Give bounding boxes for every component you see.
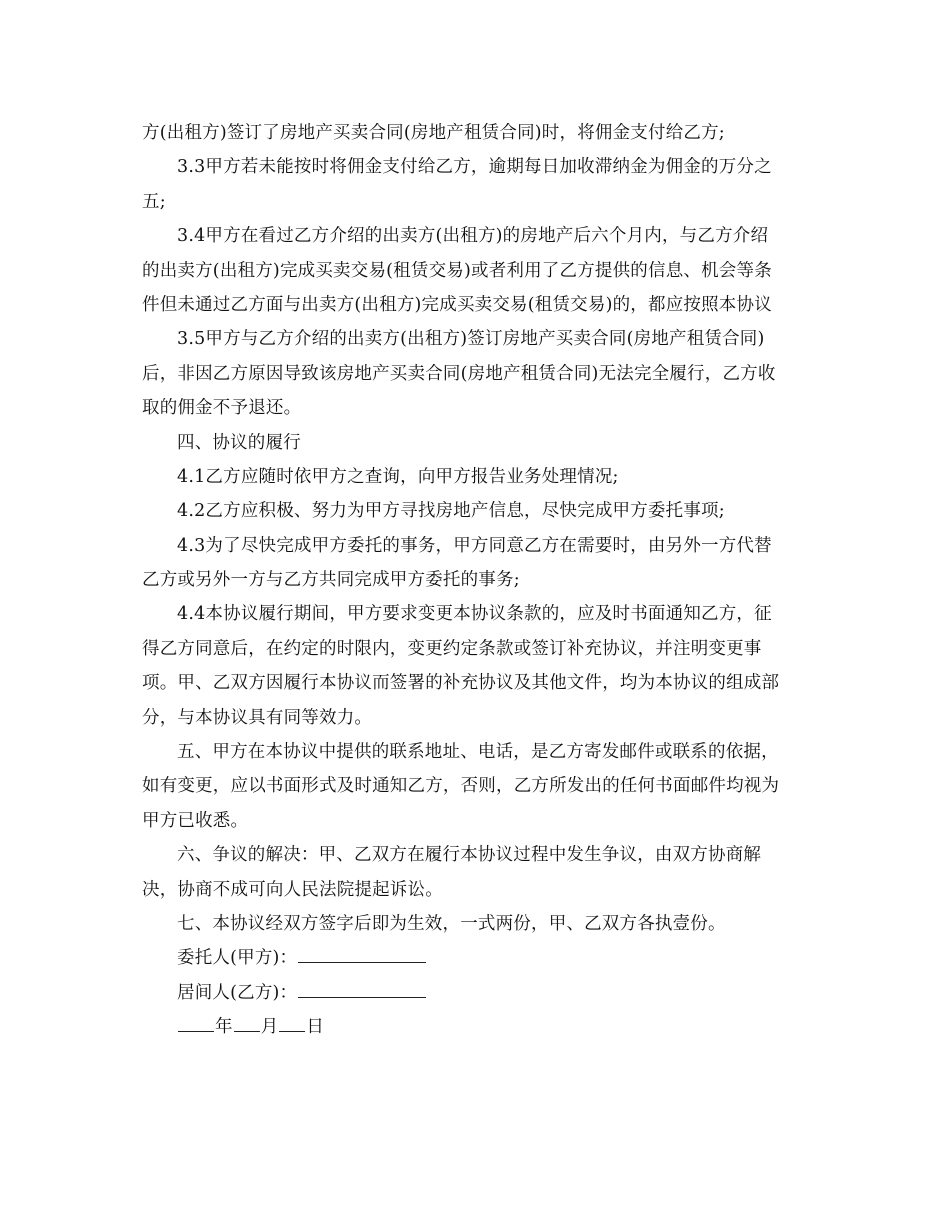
text-line: 3.4甲方在看过乙方介绍的出卖方(出租方)的房地产后六个月内，与乙方介绍 xyxy=(177,226,769,247)
document-body xyxy=(142,116,812,941)
text-line: 项。甲、乙双方因履行本协议而签署的补充协议及其他文件，均为本协议的组成部 xyxy=(142,673,780,694)
day-blank xyxy=(279,1015,305,1032)
text-line: 的出卖方(出租方)完成买卖交易(租赁交易)或者利用了乙方提供的信息、机会等条 xyxy=(142,260,772,281)
text-line: 4.2乙方应积极、努力为甲方寻找房地产信息，尽快完成甲方委托事项; xyxy=(177,501,725,522)
party-b-signature-blank xyxy=(298,981,426,998)
text-line: 六、争议的解决：甲、乙双方在履行本协议过程中发生争议，由双方协商解 xyxy=(177,845,762,866)
year-blank xyxy=(178,1015,214,1032)
text-line: 分，与本协议具有同等效力。 xyxy=(142,707,373,728)
signature-party-b xyxy=(142,976,812,1010)
text-line: 4.4本协议履行期间，甲方要求变更本协议条款的，应及时书面通知乙方，征 xyxy=(177,604,772,625)
party-a-label: 委托人(甲方)： xyxy=(177,948,298,969)
month-blank xyxy=(234,1015,260,1032)
month-label: 月 xyxy=(260,1017,279,1038)
year-label: 年 xyxy=(215,1017,233,1038)
text-line: 得乙方同意后，在约定的时限内，变更约定条款或签订补充协议，并注明变更事 xyxy=(142,638,762,659)
text-line: 4.3为了尽快完成甲方委托的事务，甲方同意乙方在需要时，由另外一方代替 xyxy=(177,535,772,556)
text-line: 取的佣金不予退还。 xyxy=(142,398,302,419)
text-line: 五、甲方在本协议中提供的联系地址、电话，是乙方寄发邮件或联系的依据， xyxy=(177,742,779,763)
text-line: 件但未通过乙方面与出卖方(出租方)完成买卖交易(租赁交易)的，都应按照本协议 xyxy=(142,294,772,315)
text-line: 3.3甲方若未能按时将佣金支付给乙方，逾期每日加收滞纳金为佣金的万分之 xyxy=(177,157,772,178)
text-line: 甲方已收悉。 xyxy=(142,810,249,831)
text-line: 决，协商不成可向人民法院提起诉讼。 xyxy=(142,879,443,900)
text-line: 3.5甲方与乙方介绍的出卖方(出租方)签订房地产买卖合同(房地产租赁合同) xyxy=(177,329,765,350)
text-line: 五; xyxy=(142,191,166,212)
signature-date xyxy=(142,1010,812,1044)
text-line: 4.1乙方应随时依甲方之查询，向甲方报告业务处理情况; xyxy=(177,466,619,487)
party-a-signature-blank xyxy=(298,946,426,963)
day-label: 日 xyxy=(306,1017,325,1038)
text-line: 后，非因乙方原因导致该房地产买卖合同(房地产租赁合同)无法完全履行，乙方收 xyxy=(142,363,776,384)
text-line: 方(出租方)签订了房地产买卖合同(房地产租赁合同)时，将佣金支付给乙方; xyxy=(142,123,725,143)
text-line: 如有变更，应以书面形式及时通知乙方，否则，乙方所发出的任何书面邮件均视为 xyxy=(142,776,780,797)
text-line: 乙方或另外一方与乙方共同完成甲方委托的事务; xyxy=(142,570,520,591)
signature-party-a xyxy=(142,941,812,975)
text-line: 四、协议的履行 xyxy=(177,432,301,453)
party-b-label: 居间人(乙方)： xyxy=(177,982,298,1003)
text-line: 七、本协议经双方签字后即为生效，一式两份，甲、乙双方各执壹份。 xyxy=(177,913,726,934)
